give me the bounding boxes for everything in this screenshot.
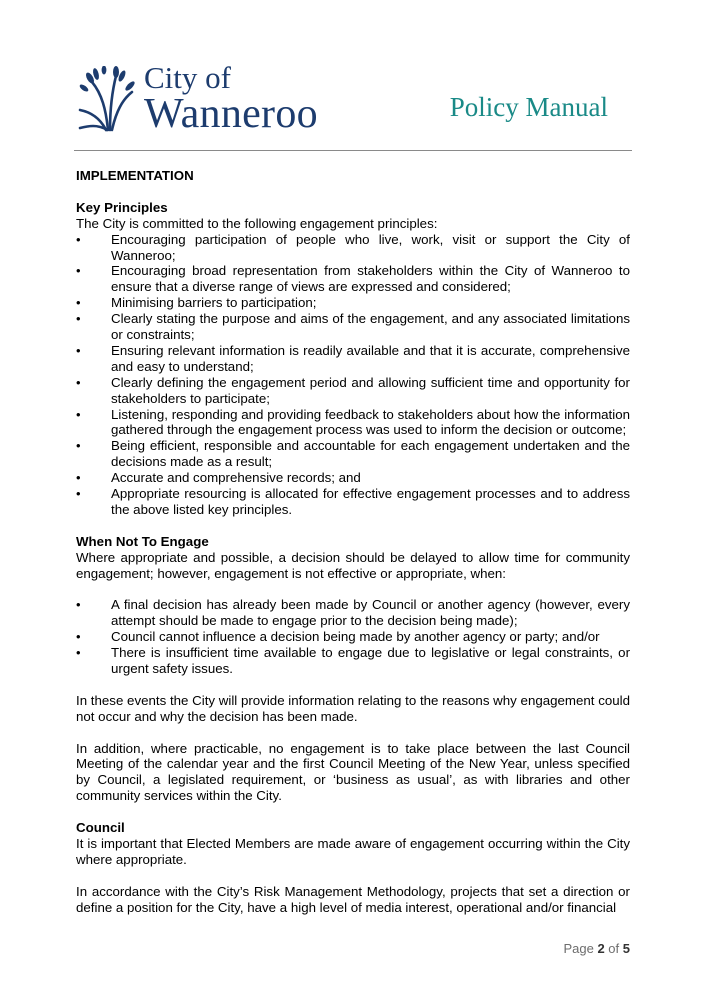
council-heading: Council [76, 820, 125, 836]
page-number [563, 941, 630, 956]
list-item: • Accurate and comprehensive records; and [76, 470, 630, 486]
page-current: 2 [597, 941, 605, 956]
logo-text-city-of: City of [144, 60, 231, 95]
list-item: • A final decision has already been made by Council or another agency (however, every attempt should be made to engage prior to the decision being made); [76, 597, 630, 629]
list-item: • Encouraging broad representation from stakeholders within the City of Wanneroo to ensure that a diverse range of views are expressed and considered; [76, 263, 630, 295]
document-body [76, 168, 630, 915]
spacer [76, 582, 630, 598]
list-item: • Clearly defining the engagement period and allowing sufficient time and opportunity for stakeholders to participate; [76, 375, 630, 407]
policy-manual-title: Policy Manual [449, 92, 608, 122]
spacer [76, 518, 630, 534]
spacer [76, 868, 630, 884]
logo-text-wanneroo: Wanneroo [144, 91, 318, 137]
spacer [76, 184, 630, 200]
council-paragraph-1: It is important that Elected Members are made aware of engagement occurring within the City where appropriate. [76, 835, 630, 867]
page-total: 5 [622, 941, 630, 956]
key-principles-heading: Key Principles [76, 199, 168, 215]
spacer [76, 677, 630, 693]
spacer [76, 804, 630, 820]
header-divider [74, 150, 632, 151]
page-header [0, 0, 706, 160]
section-title: IMPLEMENTATION [76, 168, 194, 183]
city-logo [78, 62, 328, 137]
wanneroo-plant-icon [78, 66, 136, 132]
list-item: • Appropriate resourcing is allocated for effective engagement processes and to address the above listed key principles. [76, 486, 630, 518]
council-paragraph-2: In accordance with the City’s Risk Management Methodology, projects that set a direction or define a position for the City, have a high level of media interest, operational and/or financial [76, 883, 630, 915]
when-not-to-engage-heading: When Not To Engage [76, 533, 209, 549]
list-item: • Ensuring relevant information is readily available and that it is accurate, comprehensive and easy to understand; [76, 343, 630, 375]
list-item: • Encouraging participation of people who live, work, visit or support the City of Wanneroo; [76, 232, 630, 264]
when-not-list [76, 597, 630, 677]
key-principles-intro: The City is committed to the following engagement principles: [76, 215, 438, 231]
list-item: • Being efficient, responsible and accountable for each engagement undertaken and the decisions made as a result; [76, 438, 630, 470]
when-not-paragraph-1: In these events the City will provide information relating to the reasons why engagement could not occur and why the decision has been made. [76, 692, 630, 724]
spacer [76, 725, 630, 741]
list-item: • Council cannot influence a decision being made by another agency or party; and/or [76, 629, 630, 645]
when-not-intro: Where appropriate and possible, a decision should be delayed to allow time for community engagement; however, engagement is not effective or appropriate, when: [76, 549, 630, 581]
list-item: • Clearly stating the purpose and aims of the engagement, and any associated limitations or constraints; [76, 311, 630, 343]
list-item: • Minimising barriers to participation; [76, 295, 630, 311]
page-label: Page [563, 941, 594, 956]
when-not-paragraph-2: In addition, where practicable, no engagement is to take place between the last Council Meeting of the calendar year and the first Council Meeting of the New Year, unless specified by Council, a legislated requirement, or ‘business as usual’, as with libraries and other community services within the City. [76, 740, 630, 804]
list-item: • Listening, responding and providing feedback to stakeholders about how the information gathered through the engagement process was used to inform the decision or outcome; [76, 407, 630, 439]
list-item: • There is insufficient time available to engage due to legislative or legal constraints, or urgent safety issues. [76, 645, 630, 677]
page-of: of [608, 941, 620, 956]
key-principles-list [76, 232, 630, 518]
